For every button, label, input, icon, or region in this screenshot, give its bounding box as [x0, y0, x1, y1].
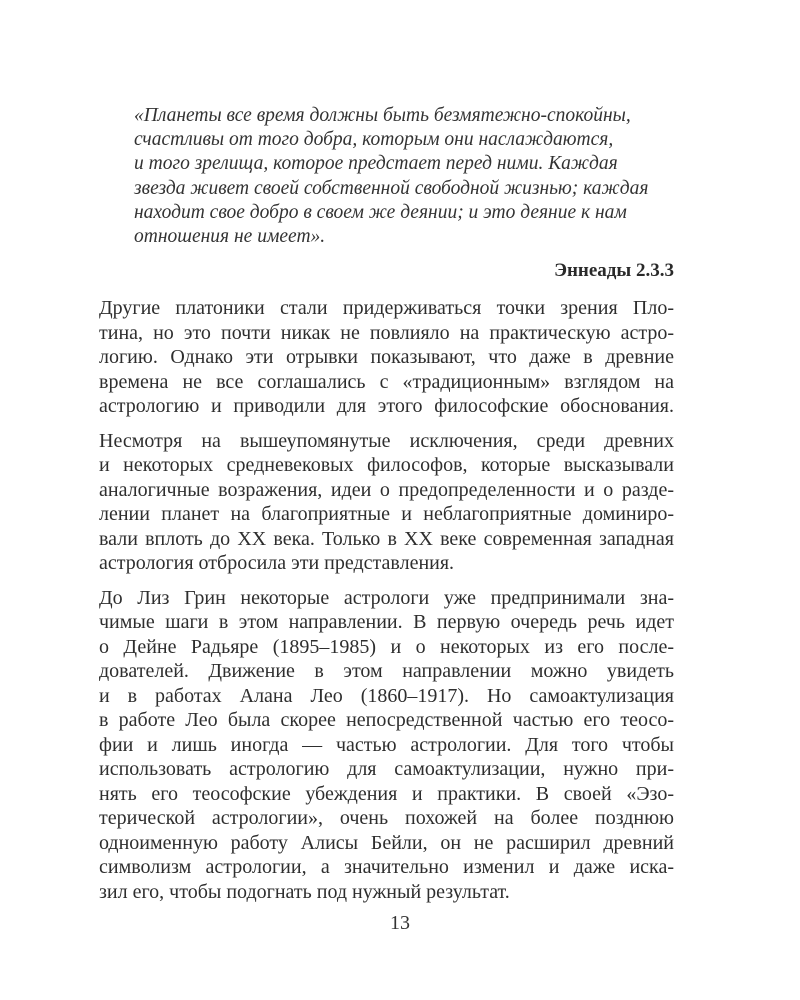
- text-line: Несмотря на вышеупомянутые исключения, среди древних: [99, 429, 674, 452]
- text-line: и в работах Алана Лео (1860–1917). Но самоактулизация: [99, 684, 674, 707]
- text-line: нять его теософские убеждения и практики. В своей «Эзо-: [99, 782, 674, 805]
- text-line: о Дейне Радьяре (1895–1985) и о некоторых из его после-: [99, 635, 674, 658]
- text-line: аналогичные возражения, идеи о предопределенности и о разде-: [99, 478, 674, 501]
- text-line: одноименную работу Алисы Бейли, он не расширил древний: [99, 831, 674, 854]
- text-line: в работе Лео была скорее непосредственной частью его теосо-: [99, 709, 674, 731]
- text-line: вали вплоть до XX века. Только в XX веке современная западная: [99, 527, 674, 550]
- body-text: [99, 296, 674, 914]
- paragraph-2: [99, 429, 674, 576]
- text-line: использовать астрологию для самоактулизации, нужно при-: [99, 758, 674, 780]
- epigraph-quote: [134, 104, 674, 249]
- text-line: чимые шаги в этом направлении. В первую очередь речь идет: [99, 611, 674, 633]
- text-line: и некоторых средневековых философов, которые высказывали: [99, 454, 674, 476]
- text-line: До Лиз Грин некоторые астрологи уже предпринимали зна-: [99, 586, 674, 609]
- text-line: лении планет на благоприятные и неблагоприятные доминиро-: [99, 503, 674, 525]
- text-line: символизм астрологии, а значительно изменил и даже иска-: [99, 856, 674, 878]
- text-line: дователей. Движение в этом направлении можно увидеть: [99, 660, 674, 682]
- text-line: зил его, чтобы подогнать под нужный результат.: [99, 880, 510, 903]
- quote-attribution: Эннеады 2.3.3: [554, 260, 674, 281]
- quote-line: отношения не имеет».: [134, 226, 326, 248]
- text-line: Другие платоники стали придерживаться точки зрения Пло-: [99, 297, 674, 319]
- text-line: астрологию и приводили для этого философские обоснования.: [99, 395, 674, 417]
- quote-line: и того зрелища, которое предстает перед ними. Каждая: [134, 153, 618, 175]
- quote-line: «Планеты все время должны быть безмятежно-спокойны,: [134, 105, 631, 126]
- quote-line: звезда живет своей собственной свободной жизнью; каждая: [134, 177, 649, 199]
- text-line: времена не все соглашались с «традиционным» взглядом на: [99, 370, 674, 393]
- page-number: 13: [390, 912, 410, 934]
- quote-line: находит свое добро в своем же деянии; и это деяние к нам: [134, 201, 627, 223]
- text-line: логию. Однако эти отрывки показывают, что даже в древние: [99, 346, 674, 368]
- quote-line: счастливы от того добра, которым они наслаждаются,: [134, 129, 614, 151]
- text-line: фии и лишь иногда — частью астрологии. Для того чтобы: [99, 733, 674, 756]
- text-line: терической астрологии», очень похожей на более позднюю: [99, 807, 674, 829]
- text-line: тина, но это почти никак не повлияло на практическую астро-: [99, 321, 674, 344]
- paragraph-1: [99, 296, 674, 419]
- text-line: астрология отбросила эти представления.: [99, 552, 455, 574]
- paragraph-3: [99, 586, 674, 905]
